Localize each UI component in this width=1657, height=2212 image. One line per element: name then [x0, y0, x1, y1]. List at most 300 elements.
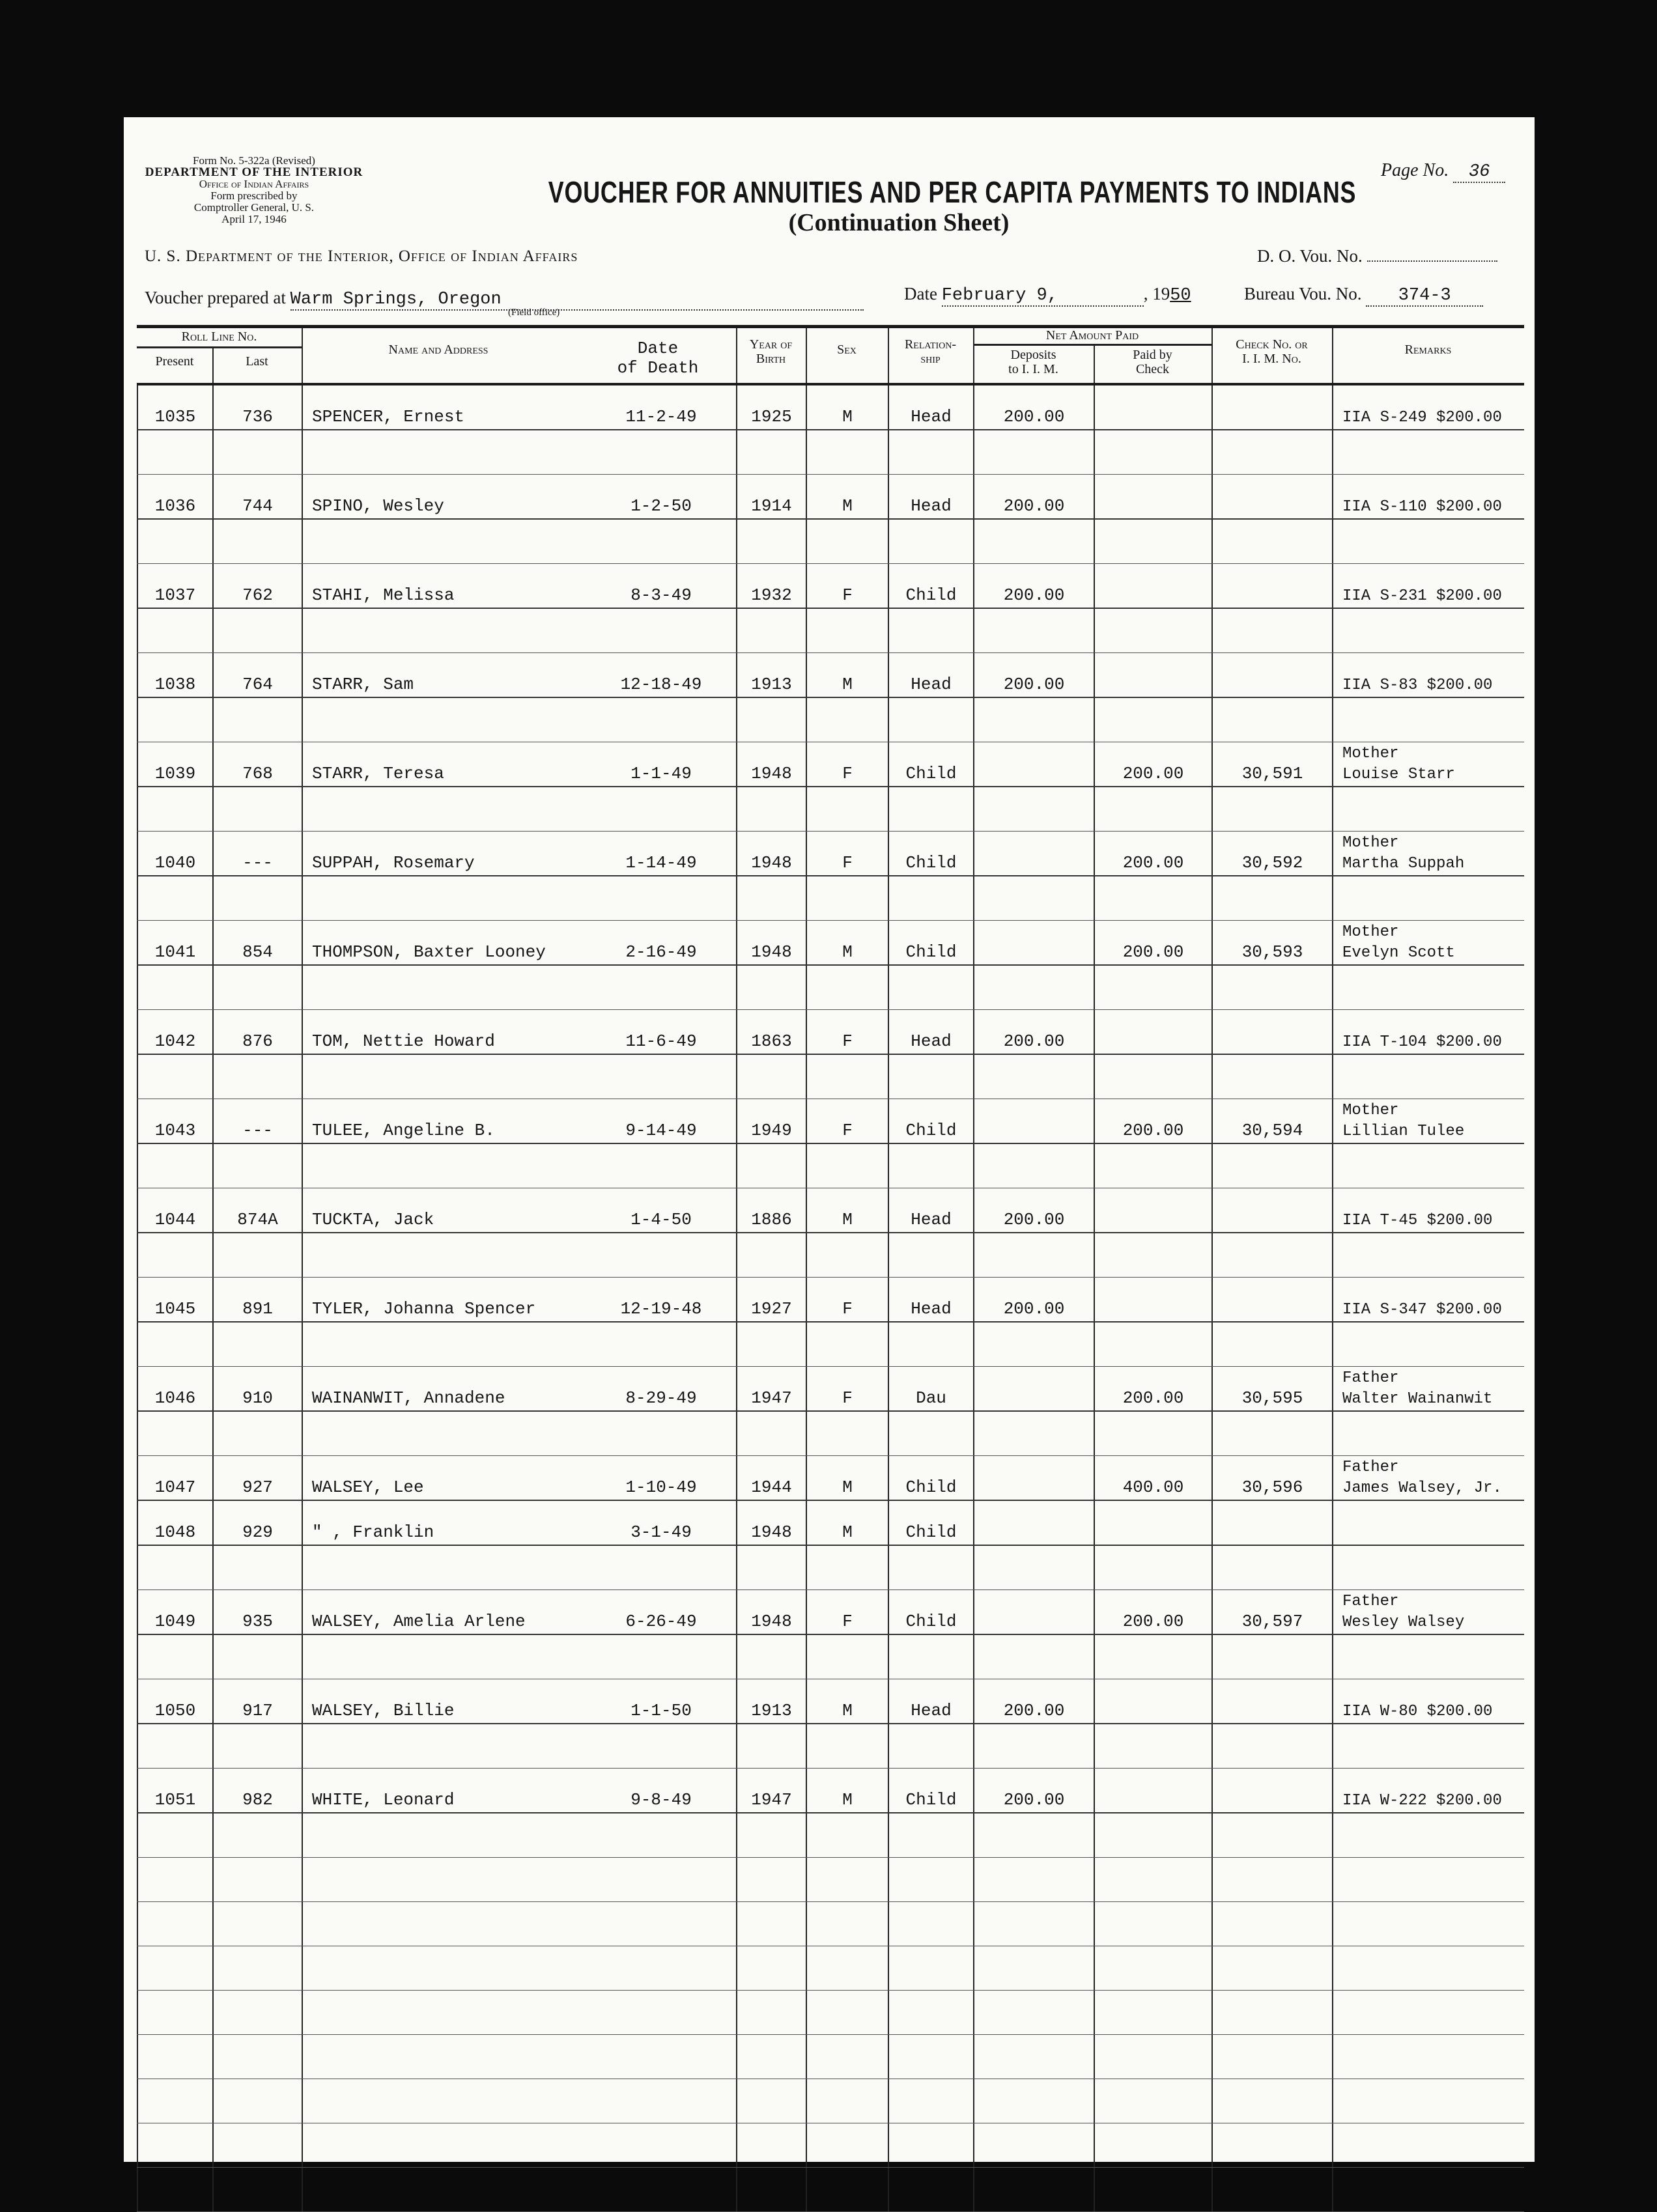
cell-present: [137, 430, 212, 474]
paid-value: 200.00: [1122, 1121, 1184, 1140]
date-of-death-value: 2-16-49: [625, 942, 697, 962]
check-value: 30,594: [1241, 1121, 1303, 1140]
cell-paid: [1094, 787, 1211, 831]
paid-value: 200.00: [1122, 1612, 1184, 1631]
date-of-death-value: 6-26-49: [625, 1612, 697, 1631]
last-value: 929: [242, 1522, 273, 1542]
prepared-at: [145, 288, 864, 311]
cell-check: [1211, 1010, 1332, 1054]
table-row-blank: [137, 2079, 1524, 2123]
table-row-blank: [137, 876, 1524, 921]
cell-birth: [736, 475, 806, 518]
bureau-vou-value: 374-3: [1366, 286, 1483, 307]
dep-value: 200.00: [1003, 675, 1065, 694]
name-value: " , Franklin: [312, 1522, 434, 1542]
date-of-death-value: 1-2-50: [630, 496, 692, 516]
name-value: TYLER, Johanna Spencer: [312, 1299, 536, 1319]
cell-birth: [736, 520, 806, 563]
name-value: SUPPAH, Rosemary: [312, 853, 475, 873]
cell-rem: [1332, 1456, 1524, 1500]
check-value: 30,596: [1241, 1477, 1303, 1497]
divider: [212, 348, 214, 383]
payment-table: [137, 325, 1524, 2212]
present-value: 1041: [154, 942, 196, 962]
date-of-death-value: 8-29-49: [625, 1388, 697, 1408]
sex-value: F: [842, 1121, 853, 1140]
cell-rem: [1332, 653, 1524, 697]
cell-rem: [1332, 1323, 1524, 1366]
present-value: 1049: [154, 1612, 196, 1631]
cell-rem: [1332, 520, 1524, 563]
cell-paid: [1094, 1188, 1211, 1232]
cell-last: [212, 832, 302, 875]
cell-sex: [806, 1456, 888, 1500]
form-office: Office of Indian Affairs: [199, 178, 309, 190]
cell-check: [1211, 832, 1332, 875]
cell-name: [302, 1412, 736, 1455]
cell-check: [1211, 1590, 1332, 1634]
table-row: [137, 385, 1524, 430]
cell-dep: [973, 1724, 1094, 1768]
cell-rel: [888, 921, 973, 964]
sex-value: M: [842, 1701, 853, 1720]
cell-last: [212, 1679, 302, 1723]
cell-rem: [1332, 966, 1524, 1009]
check-value: 30,593: [1241, 942, 1303, 962]
remarks-line-1: Mother: [1342, 923, 1399, 941]
cell-check: [1211, 876, 1332, 920]
cell-rem: [1332, 1590, 1524, 1634]
col-roll-line: Roll Line No.: [137, 329, 302, 348]
cell-sex: [806, 1769, 888, 1812]
cell-rem: [1332, 1813, 1524, 1857]
cell-name: [302, 921, 736, 964]
cell-paid: [1094, 1813, 1211, 1857]
col-net-amount: Net Amount Paid: [973, 328, 1211, 346]
divider: [1211, 328, 1213, 383]
birth-value: 1913: [751, 675, 792, 694]
paid-value: 200.00: [1122, 1388, 1184, 1408]
col-check-2: I. I. M. No.: [1242, 352, 1301, 366]
cell-last: [212, 1323, 302, 1366]
cell-name: [302, 385, 736, 429]
cell-name: [302, 1679, 736, 1723]
cell-name: [302, 1099, 736, 1143]
cell-present: [137, 520, 212, 563]
cell-check: [1211, 1946, 1332, 1990]
table-row: [137, 1010, 1524, 1055]
cell-present: [137, 1902, 212, 1946]
rel-value: Child: [905, 764, 957, 783]
table-row-blank: [137, 2168, 1524, 2212]
cell-name: [302, 742, 736, 786]
paid-value: 400.00: [1122, 1477, 1184, 1497]
cell-dep: [973, 832, 1094, 875]
cell-name: [302, 1813, 736, 1857]
cell-birth: [736, 966, 806, 1009]
name-value: WAINANWIT, Annadene: [312, 1388, 505, 1408]
table-row-blank: [137, 1233, 1524, 1278]
sex-value: M: [842, 1477, 853, 1497]
cell-name: [302, 1010, 736, 1054]
cell-sex: [806, 1367, 888, 1410]
cell-present: [137, 1946, 212, 1990]
cell-present: [137, 1412, 212, 1455]
date-of-death-value: 8-3-49: [630, 585, 692, 605]
remarks-line-2: IIA S-249 $200.00: [1342, 409, 1502, 427]
cell-check: [1211, 698, 1332, 742]
name-value: STARR, Teresa: [312, 764, 444, 783]
table-row: [137, 1501, 1524, 1546]
dep-value: 200.00: [1003, 1210, 1065, 1229]
birth-value: 1949: [751, 1121, 792, 1140]
dep-value: 200.00: [1003, 1299, 1065, 1319]
cell-sex: [806, 1991, 888, 2034]
cell-paid: [1094, 966, 1211, 1009]
cell-check: [1211, 609, 1332, 652]
cell-dep: [973, 1991, 1094, 2034]
present-value: 1037: [154, 585, 196, 605]
cell-dep: [973, 1813, 1094, 1857]
table-row-blank: [137, 966, 1524, 1010]
last-value: 764: [242, 675, 273, 694]
present-value: 1047: [154, 1477, 196, 1497]
bureau-voucher-number: [1244, 284, 1483, 307]
table-row: [137, 564, 1524, 609]
cell-dep: [973, 475, 1094, 518]
cell-rem: [1332, 1679, 1524, 1723]
cell-last: [212, 1858, 302, 1901]
cell-dep: [973, 742, 1094, 786]
cell-rem: [1332, 832, 1524, 875]
sex-value: M: [842, 407, 853, 427]
col-relation-1: Relation-: [904, 337, 957, 352]
cell-sex: [806, 1858, 888, 1901]
table-row-blank: [137, 2035, 1524, 2079]
voucher-sheet: [124, 117, 1535, 2162]
cell-dep: [973, 1858, 1094, 1901]
sex-value: M: [842, 496, 853, 516]
cell-rem: [1332, 1991, 1524, 2034]
cell-rel: [888, 1590, 973, 1634]
cell-sex: [806, 1055, 888, 1099]
cell-rel: [888, 2035, 973, 2079]
table-row: [137, 1278, 1524, 1323]
cell-name: [302, 520, 736, 563]
cell-dep: [973, 1323, 1094, 1366]
cell-last: [212, 787, 302, 831]
cell-sex: [806, 1590, 888, 1634]
cell-sex: [806, 385, 888, 429]
cell-paid: [1094, 1546, 1211, 1589]
cell-rel: [888, 1501, 973, 1545]
cell-dep: [973, 2123, 1094, 2167]
name-value: WALSEY, Amelia Arlene: [312, 1612, 526, 1631]
cell-last: [212, 1991, 302, 2034]
cell-rem: [1332, 1902, 1524, 1946]
rel-value: Head: [911, 407, 952, 427]
date-of-death-value: 1-10-49: [625, 1477, 697, 1497]
cell-birth: [736, 385, 806, 429]
cell-name: [302, 1501, 736, 1545]
cell-birth: [736, 1902, 806, 1946]
date-label: Date: [904, 284, 937, 303]
cell-rel: [888, 1099, 973, 1143]
cell-paid: [1094, 876, 1211, 920]
cell-rem: [1332, 921, 1524, 964]
cell-name: [302, 2123, 736, 2167]
cell-birth: [736, 1144, 806, 1188]
cell-rel: [888, 2079, 973, 2123]
cell-name: [302, 832, 736, 875]
document-subtitle: (Continuation Sheet): [788, 209, 1010, 236]
cell-name: [302, 1858, 736, 1901]
cell-rem: [1332, 1946, 1524, 1990]
paid-value: 200.00: [1122, 764, 1184, 783]
sex-value: F: [842, 1612, 853, 1631]
birth-value: 1947: [751, 1790, 792, 1810]
cell-birth: [736, 1635, 806, 1679]
cell-paid: [1094, 430, 1211, 474]
cell-birth: [736, 742, 806, 786]
cell-paid: [1094, 2079, 1211, 2123]
cell-rel: [888, 2168, 973, 2211]
cell-rel: [888, 698, 973, 742]
remarks-line-1: Father: [1342, 1369, 1399, 1387]
cell-birth: [736, 832, 806, 875]
cell-present: [137, 1724, 212, 1768]
cell-birth: [736, 430, 806, 474]
cell-rem: [1332, 742, 1524, 786]
remarks-line-2: Wesley Walsey: [1342, 1614, 1465, 1631]
sex-value: M: [842, 1522, 853, 1542]
table-row-blank: [137, 430, 1524, 475]
cell-rem: [1332, 1144, 1524, 1188]
cell-name: [302, 1946, 736, 1990]
birth-value: 1947: [751, 1388, 792, 1408]
cell-check: [1211, 1323, 1332, 1366]
cell-present: [137, 1679, 212, 1723]
cell-present: [137, 921, 212, 964]
cell-paid: [1094, 2035, 1211, 2079]
cell-present: [137, 609, 212, 652]
col-date-death-2: of Death: [617, 358, 699, 378]
cell-last: [212, 564, 302, 608]
remarks-line-2: Evelyn Scott: [1342, 944, 1455, 962]
rel-value: Child: [905, 1477, 957, 1497]
cell-check: [1211, 475, 1332, 518]
cell-paid: [1094, 1635, 1211, 1679]
cell-last: [212, 1099, 302, 1143]
cell-rel: [888, 966, 973, 1009]
cell-name: [302, 609, 736, 652]
rel-value: Dau: [916, 1388, 946, 1408]
remarks-line-1: Mother: [1342, 1102, 1399, 1119]
birth-value: 1948: [751, 853, 792, 873]
cell-last: [212, 966, 302, 1009]
date-year-prefix: , 19: [1143, 284, 1170, 303]
rel-value: Head: [911, 1701, 952, 1720]
cell-birth: [736, 2168, 806, 2211]
rel-value: Child: [905, 1612, 957, 1631]
cell-dep: [973, 1412, 1094, 1455]
cell-dep: [973, 966, 1094, 1009]
cell-check: [1211, 1769, 1332, 1812]
remarks-line-2: IIA W-80 $200.00: [1342, 1703, 1493, 1720]
cell-sex: [806, 1188, 888, 1232]
cell-last: [212, 921, 302, 964]
cell-last: [212, 1546, 302, 1589]
last-value: 854: [242, 942, 273, 962]
last-value: 874A: [237, 1210, 278, 1229]
cell-name: [302, 1188, 736, 1232]
sex-value: F: [842, 585, 853, 605]
rel-value: Head: [911, 1210, 952, 1229]
cell-dep: [973, 1367, 1094, 1410]
cell-birth: [736, 1412, 806, 1455]
cell-present: [137, 1769, 212, 1812]
cell-rem: [1332, 1367, 1524, 1410]
cell-check: [1211, 921, 1332, 964]
cell-last: [212, 698, 302, 742]
last-value: 736: [242, 407, 273, 427]
table-row-blank: [137, 1055, 1524, 1099]
remarks-line-1: Mother: [1342, 745, 1399, 763]
name-value: WALSEY, Billie: [312, 1701, 455, 1720]
cell-present: [137, 1501, 212, 1545]
last-value: 768: [242, 764, 273, 783]
date-of-death-value: 1-14-49: [625, 853, 697, 873]
cell-sex: [806, 1233, 888, 1277]
date-of-death-value: 1-1-49: [630, 764, 692, 783]
cell-dep: [973, 2035, 1094, 2079]
cell-present: [137, 1055, 212, 1099]
cell-check: [1211, 1055, 1332, 1099]
form-date: April 17, 1946: [221, 213, 287, 225]
cell-check: [1211, 1902, 1332, 1946]
present-value: 1050: [154, 1701, 196, 1720]
cell-sex: [806, 921, 888, 964]
cell-check: [1211, 1412, 1332, 1455]
cell-check: [1211, 966, 1332, 1009]
cell-rem: [1332, 1546, 1524, 1589]
cell-present: [137, 1278, 212, 1321]
birth-value: 1925: [751, 407, 792, 427]
name-value: TUCKTA, Jack: [312, 1210, 434, 1229]
cell-rel: [888, 1724, 973, 1768]
present-value: 1051: [154, 1790, 196, 1810]
cell-present: [137, 653, 212, 697]
birth-value: 1948: [751, 1522, 792, 1542]
cell-present: [137, 698, 212, 742]
cell-dep: [973, 1055, 1094, 1099]
sex-value: F: [842, 764, 853, 783]
table-row-blank: [137, 1902, 1524, 1946]
cell-paid: [1094, 1902, 1211, 1946]
cell-dep: [973, 698, 1094, 742]
table-row-blank: [137, 1144, 1524, 1188]
last-value: 927: [242, 1477, 273, 1497]
last-value: 762: [242, 585, 273, 605]
cell-dep: [973, 1010, 1094, 1054]
col-present: Present: [155, 354, 194, 369]
cell-check: [1211, 787, 1332, 831]
cell-dep: [973, 1188, 1094, 1232]
check-value: 30,595: [1241, 1388, 1303, 1408]
cell-birth: [736, 876, 806, 920]
cell-rel: [888, 653, 973, 697]
col-remarks: Remarks: [1404, 343, 1452, 357]
cell-last: [212, 520, 302, 563]
divider: [302, 328, 303, 383]
cell-name: [302, 1323, 736, 1366]
cell-paid: [1094, 1724, 1211, 1768]
name-value: TOM, Nettie Howard: [312, 1031, 495, 1051]
sex-value: M: [842, 675, 853, 694]
cell-sex: [806, 876, 888, 920]
date-of-death-value: 12-19-48: [620, 1299, 702, 1319]
rel-value: Head: [911, 496, 952, 516]
bureau-vou-label: Bureau Vou. No.: [1244, 284, 1362, 303]
cell-birth: [736, 1323, 806, 1366]
cell-rem: [1332, 1858, 1524, 1901]
divider: [1094, 346, 1095, 383]
cell-paid: [1094, 832, 1211, 875]
cell-birth: [736, 1858, 806, 1901]
cell-last: [212, 1055, 302, 1099]
cell-last: [212, 1412, 302, 1455]
date-of-death-value: 11-2-49: [625, 407, 697, 427]
cell-present: [137, 1991, 212, 2034]
remarks-line-1: Mother: [1342, 834, 1399, 852]
cell-sex: [806, 1501, 888, 1545]
cell-present: [137, 832, 212, 875]
cell-name: [302, 1233, 736, 1277]
cell-last: [212, 1144, 302, 1188]
cell-rel: [888, 564, 973, 608]
sex-value: F: [842, 1299, 853, 1319]
cell-check: [1211, 385, 1332, 429]
cell-birth: [736, 1099, 806, 1143]
cell-present: [137, 742, 212, 786]
col-deposits-1: Deposits: [1010, 348, 1056, 362]
cell-check: [1211, 2035, 1332, 2079]
cell-dep: [973, 1278, 1094, 1321]
name-value: THOMPSON, Baxter Looney: [312, 942, 546, 962]
cell-last: [212, 1635, 302, 1679]
cell-rem: [1332, 2168, 1524, 2211]
cell-sex: [806, 609, 888, 652]
cell-rel: [888, 385, 973, 429]
cell-paid: [1094, 1769, 1211, 1812]
cell-check: [1211, 1099, 1332, 1143]
cell-check: [1211, 1679, 1332, 1723]
cell-name: [302, 1278, 736, 1321]
present-value: 1045: [154, 1299, 196, 1319]
agency-line: U. S. Department of the Interior, Office of Indian Affairs: [145, 247, 578, 265]
divider: [806, 328, 807, 383]
cell-rel: [888, 1278, 973, 1321]
cell-birth: [736, 1946, 806, 1990]
cell-rem: [1332, 385, 1524, 429]
cell-check: [1211, 1813, 1332, 1857]
last-value: 982: [242, 1790, 273, 1810]
cell-birth: [736, 1367, 806, 1410]
cell-rel: [888, 1233, 973, 1277]
voucher-date: [904, 284, 1191, 307]
cell-sex: [806, 2035, 888, 2079]
present-value: 1036: [154, 496, 196, 516]
